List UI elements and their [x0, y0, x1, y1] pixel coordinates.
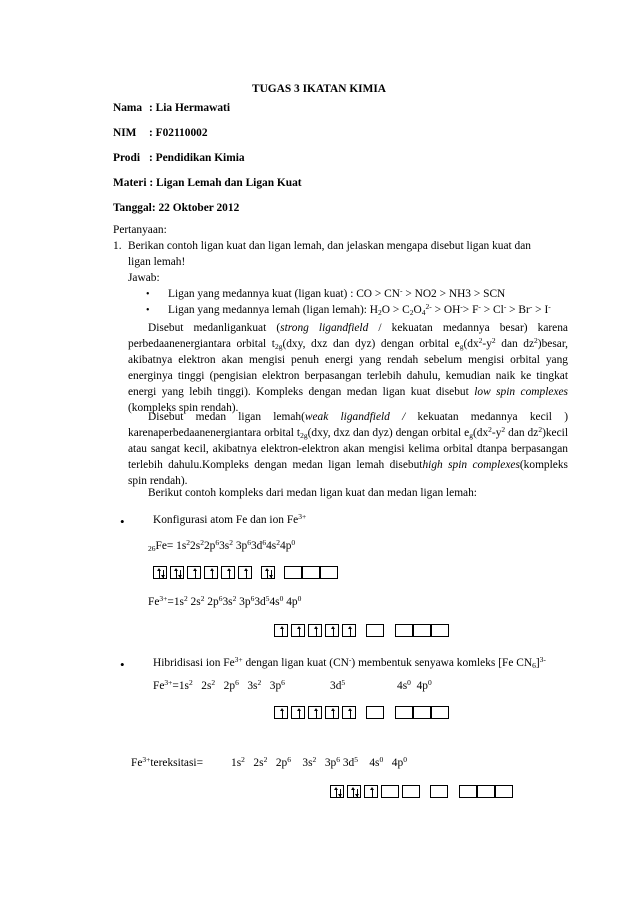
prodi-value: : Pendidikan Kimia: [149, 152, 245, 164]
orbital-box: [291, 706, 305, 719]
bullet-icon: •: [120, 657, 125, 672]
orbital-box: [302, 566, 320, 579]
materi-value: : Ligan Lemah dan Ligan Kuat: [149, 177, 302, 189]
orbital-box: [347, 785, 361, 798]
orbital-box: [325, 706, 339, 719]
question-line-2: ligan lemah!: [128, 256, 186, 268]
fe3-hybrid-3d: $3d^5$: [330, 678, 346, 692]
page-title: TUGAS 3 IKATAN KIMIA: [251, 83, 387, 95]
fe3-orbital-diagram: [274, 624, 449, 638]
meta-prodi: [113, 152, 245, 166]
orbital-box: [308, 624, 322, 637]
orbital-box: [308, 706, 322, 719]
prodi-label: Prodi: [113, 152, 141, 164]
orbital-box: [274, 706, 288, 719]
orbital-box: [402, 785, 420, 798]
tereksitasi-label: $Fe^{3+}tereksitasi=$: [131, 755, 203, 769]
fe3-hybrid-4s4p: $4s^0$ $4p^0$: [397, 678, 432, 692]
orbital-box: [413, 624, 431, 637]
orbital-box: [204, 566, 218, 579]
orbital-box: [477, 785, 495, 798]
orbital-box: [284, 566, 302, 579]
item1-label: Konfigurasi atom Fe dan ion $Fe^{3+}$: [153, 512, 307, 526]
fe3-hybrid-config: $Fe^{3+}=1s^2$ $2s^2$ $2p^6$ $3s^2$ $3p^6$: [153, 678, 285, 692]
nama-label: Nama: [113, 102, 143, 114]
orbital-box: [495, 785, 513, 798]
fe-config: $_{26}Fe= 1s^22s^22p^63s^2$ $3p^63d^64s^24p^0$: [148, 538, 296, 553]
orbital-box: [395, 624, 413, 637]
orbital-box: [431, 706, 449, 719]
orbital-box: [320, 566, 338, 579]
orbital-box: [330, 785, 344, 798]
nim-label: NIM: [113, 127, 137, 139]
fe3-config: $Fe^{3+}=1s^2$ $2s^2$ $2p^63s^2$ $3p^63d^54s^0$ $4p^0$: [148, 594, 302, 608]
nim-value: : F02110002: [149, 127, 208, 139]
orbital-box: [395, 706, 413, 719]
question-line-1: Berikan contoh ligan kuat dan ligan lemah, dan jelaskan mengapa disebut ligan kuat dan: [128, 240, 531, 252]
meta-tanggal: Tanggal: 22 Oktober 2012: [113, 202, 240, 214]
orbital-box: [325, 624, 339, 637]
orbital-box: [153, 566, 167, 579]
fe-orbital-diagram: [153, 566, 338, 580]
orbital-box: [170, 566, 184, 579]
orbital-box: [261, 566, 275, 579]
question-number: 1.: [113, 240, 122, 252]
orbital-box: [366, 624, 384, 637]
orbital-box: [364, 785, 378, 798]
bullet-icon: •: [120, 514, 125, 529]
fe3-hybrid-orbital-diagram: [274, 706, 449, 720]
orbital-box: [221, 566, 235, 579]
paragraph-strong-field: Disebut medanligankuat (strong ligandfield / kekuatan medannya besar) karena perbedaanenergiantara orbital $t_{2g}(dxy$, dxz dan dyz) dengan orbital $e_g(dx^2-y^2$ dan $dz^2)besar$, akibatnya elektron akan mengisi penuh energi yang rendah sebelum mengisi orbital yang energinya tinggi (pengisian elektron berpasangan terlebih dahulu, kemudian naik ke tingkat energi yang lebih tinggi). Kompleks dengan medan ligan kuat disebut low spin complexes (kompleks spin rendah).: [128, 322, 568, 414]
orbital-box: [187, 566, 201, 579]
meta-nama: [113, 102, 230, 116]
arrow-bullet-icon: •: [146, 289, 150, 300]
orbital-box: [366, 706, 384, 719]
nama-value: : Lia Hermawati: [149, 102, 230, 114]
item2-label: Hibridisasi ion $Fe^{3+}$ dengan ligan kuat (CN-) membentuk senyawa komleks [Fe $CN_6]^{3-}$: [153, 655, 546, 670]
orbital-box: [274, 624, 288, 637]
orbital-box: [459, 785, 477, 798]
orbital-box: [342, 706, 356, 719]
arrow-bullet-icon: •: [146, 305, 150, 316]
meta-materi: [113, 177, 302, 191]
orbital-box: [381, 785, 399, 798]
orbital-box: [291, 624, 305, 637]
pertanyaan-label: Pertanyaan:: [113, 224, 167, 236]
orbital-box: [238, 566, 252, 579]
orbital-box: [430, 785, 448, 798]
orbital-box: [413, 706, 431, 719]
examples-intro: Berikut contoh kompleks dari medan ligan kuat dan medan ligan lemah:: [148, 487, 477, 499]
meta-nim: [113, 127, 208, 141]
materi-label: Materi: [113, 177, 147, 189]
bullet-weak-ligand: Ligan yang medannya lemah (ligan lemah): $H_2O > C_2O_4^{2-} > OH^-> F^- > Cl^- > Br^- > I^-$: [168, 302, 551, 317]
tereksitasi-orbital-diagram: [330, 785, 513, 799]
orbital-box: [342, 624, 356, 637]
orbital-box: [431, 624, 449, 637]
bullet-strong-ligand: Ligan yang medannya kuat (ligan kuat) : CO > CN- > NO2 > NH3 > SCN: [168, 286, 506, 300]
paragraph-weak-field: Disebut medan ligan lemah(weak ligandfield / kekuatan medannya kecil ) karenaperbedaanenergiantara orbital $t_{2g}(dxy$, dxz dan dyz) dengan orbital $e_g(dx^2-y^2$ dan $dz^2)kecil$ atau sangat kecil, akibatnya elektron-elektron akan mengisi kelima orbital dtanpa berpasangan terlebih dahulu.Kompleks dengan medan ligan lemah disebuthigh spin complexes(kompleks spin rendah).: [128, 411, 568, 487]
jawab-label: Jawab:: [128, 272, 160, 284]
tereksitasi-config: $1s^2$ $2s^2$ $2p^6$ $3s^2$ $3p^6$ $3d^5$ $4s^0$ $4p^0$: [231, 755, 407, 769]
